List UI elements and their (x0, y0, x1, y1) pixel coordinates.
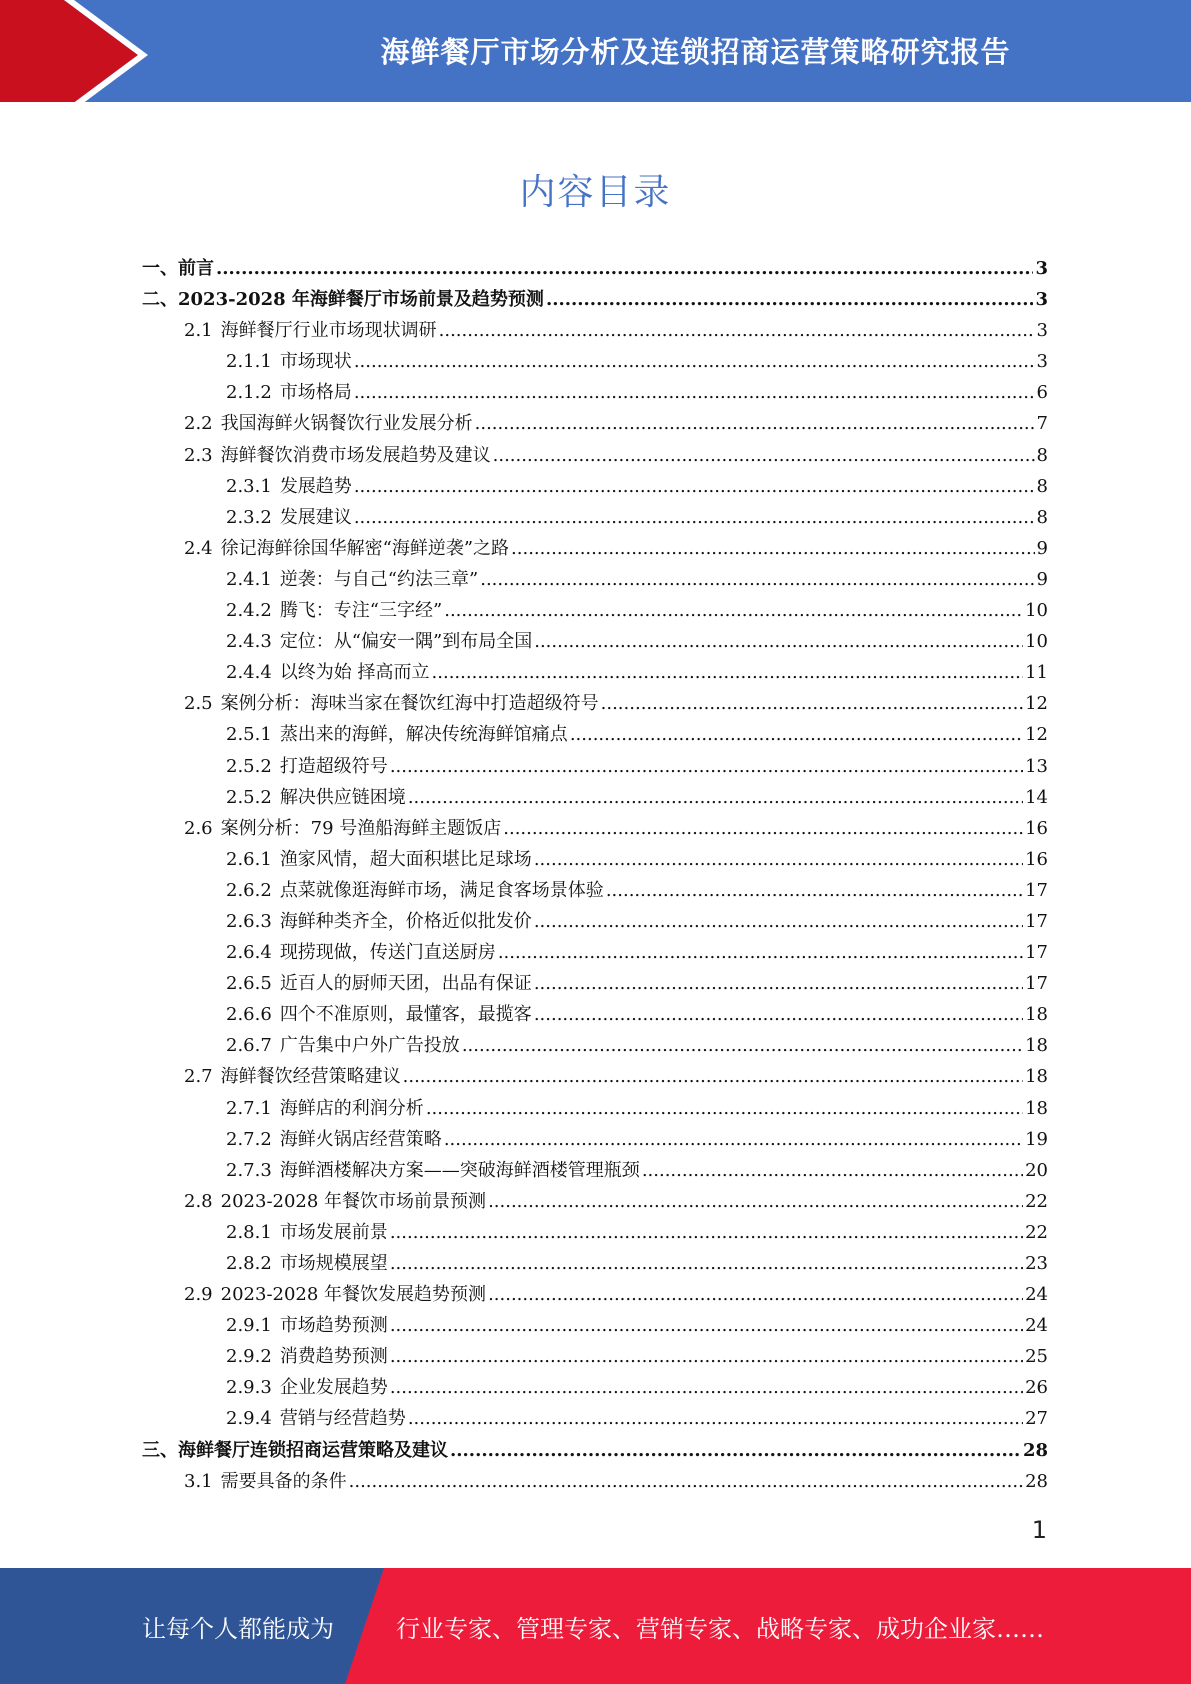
toc-entry-page: 17 (1025, 942, 1048, 964)
toc-dot-leader (390, 751, 1023, 782)
toc-entry-number: 2.2 (184, 413, 213, 435)
toc-entry-title: 前言 (178, 258, 214, 279)
toc-entry[interactable] (142, 346, 1048, 377)
toc-entry[interactable] (142, 906, 1048, 937)
toc-entry-title: 2023-2028 年餐饮发展趋势预测 (220, 1284, 487, 1306)
toc-dot-leader (480, 564, 1034, 595)
toc-entry-title: 解决供应链困境 (279, 786, 406, 808)
toc-entry-title: 海鲜种类齐全，价格近似批发价 (279, 910, 532, 932)
toc-entry-page: 12 (1025, 693, 1048, 715)
toc-entry-title: 市场规模展望 (279, 1253, 388, 1274)
toc-entry[interactable] (142, 1466, 1048, 1497)
toc-entry-page: 17 (1025, 910, 1048, 932)
toc-entry-title: 案例分析：海味当家在餐饮红海中打造超级符号 (220, 693, 599, 715)
toc-dot-leader (462, 1030, 1023, 1061)
toc-entry-number: 2.1.2 (226, 382, 272, 404)
toc-entry-title: 近百人的厨师天团，出品有保证 (279, 973, 532, 995)
toc-dot-leader (426, 1093, 1023, 1124)
page-footer (0, 1568, 1191, 1684)
toc-entry-number: 二、 (142, 289, 178, 311)
toc-entry-number: 2.7.3 (226, 1159, 272, 1181)
toc-entry-number: 2.9.4 (226, 1408, 272, 1430)
toc-entry[interactable] (142, 875, 1048, 906)
toc-entry-number: 2.4.3 (226, 631, 272, 653)
toc-entry[interactable] (142, 751, 1048, 782)
toc-entry-number: 2.1 (184, 320, 213, 342)
toc-entry[interactable] (142, 502, 1048, 533)
toc-entry-number: 2.5.2 (226, 755, 272, 777)
toc-entry-number: 2.9 (184, 1284, 213, 1306)
toc-entry-page: 8 (1036, 506, 1048, 528)
toc-entry[interactable] (142, 253, 1048, 284)
toc-entry-title: 2023-2028 年餐饮市场前景预测 (220, 1190, 487, 1212)
toc-entry-page: 26 (1025, 1377, 1048, 1399)
toc-entry-page: 12 (1025, 724, 1048, 746)
toc-entry-page: 24 (1025, 1284, 1048, 1306)
toc-entry-title: 发展趋势 (279, 475, 352, 497)
toc-entry-title: 海鲜餐厅连锁招商运营策略及建议 (178, 1439, 448, 1461)
page-number: 1 (1031, 1516, 1047, 1544)
toc-entry[interactable] (142, 1124, 1048, 1155)
toc-entry-title: 海鲜火锅店经营策略 (279, 1128, 442, 1150)
toc-entry[interactable] (142, 1435, 1048, 1466)
toc-entry-title: 渔家风情，超大面积堪比足球场 (279, 848, 532, 870)
toc-entry[interactable] (142, 1217, 1048, 1248)
toc-entry-title: 营销与经营趋势 (279, 1408, 406, 1430)
toc-entry-number: 2.5.1 (226, 724, 272, 746)
toc-entry-page: 28 (1025, 1470, 1048, 1492)
toc-entry-number: 三、 (142, 1439, 178, 1461)
toc-entry-title: 海鲜餐饮消费市场发展趋势及建议 (220, 444, 491, 466)
toc-entry-page: 18 (1025, 1097, 1048, 1119)
toc-entry-title: 海鲜餐厅行业市场现状调研 (220, 320, 437, 342)
toc-dot-leader (534, 626, 1023, 657)
toc-entry[interactable] (142, 595, 1048, 626)
toc-entry-page: 11 (1025, 662, 1048, 684)
toc-entry-title: 案例分析：79 号渔船海鲜主题饭店 (220, 817, 502, 839)
toc-dot-leader (534, 906, 1023, 937)
toc-entry-page: 3 (1036, 320, 1048, 342)
toc-entry[interactable] (142, 968, 1048, 999)
toc-entry-page: 6 (1036, 382, 1048, 404)
toc-dot-leader (534, 999, 1023, 1030)
toc-entry-number: 2.6 (184, 817, 213, 839)
toc-entry[interactable] (142, 688, 1048, 719)
toc-entry-number: 2.6.4 (226, 942, 272, 964)
toc-dot-leader (390, 1372, 1023, 1403)
toc-entry-page: 17 (1025, 879, 1048, 901)
toc-entry-page: 14 (1025, 786, 1048, 808)
toc-dot-leader (390, 1341, 1023, 1372)
toc-dot-leader (390, 1310, 1023, 1341)
toc-entry[interactable] (142, 626, 1048, 657)
toc-entry[interactable] (142, 1186, 1048, 1217)
toc-entry-number: 2.7 (184, 1066, 213, 1088)
toc-dot-leader (498, 937, 1023, 968)
toc-dot-leader (534, 844, 1023, 875)
toc-entry-page: 24 (1025, 1315, 1048, 1337)
toc-entry-number: 2.6.2 (226, 879, 272, 901)
toc-dot-leader (488, 1186, 1023, 1217)
toc-dot-leader (493, 440, 1035, 471)
toc-entry-title: 蒸出来的海鲜，解决传统海鲜馆痛点 (279, 724, 568, 746)
toc-entry[interactable] (142, 1061, 1048, 1092)
toc-entry-title: 消费趋势预测 (279, 1346, 388, 1368)
toc-entry-title: 我国海鲜火锅餐饮行业发展分析 (220, 413, 473, 435)
toc-entry[interactable] (142, 1310, 1048, 1341)
toc-entry-number: 2.3.1 (226, 475, 272, 497)
toc-entry[interactable] (142, 471, 1048, 502)
toc-entry-page: 22 (1025, 1221, 1048, 1243)
toc-entry[interactable] (142, 813, 1048, 844)
toc-entry-page: 9 (1036, 568, 1048, 590)
toc-entry-number: 2.8.2 (226, 1253, 272, 1274)
toc-entry-page: 20 (1025, 1159, 1048, 1181)
toc-dot-leader (403, 1061, 1023, 1092)
toc-entry[interactable] (142, 937, 1048, 968)
toc-dot-leader (511, 533, 1035, 564)
toc-entry-title: 打造超级符号 (279, 755, 388, 777)
toc-entry-title: 徐记海鲜徐国华解密“海鲜逆袭”之路 (220, 537, 510, 559)
toc-entry-number: 2.7.1 (226, 1097, 272, 1119)
toc-entry[interactable] (142, 1030, 1048, 1061)
toc-entry-page: 3 (1035, 289, 1048, 311)
toc-entry[interactable] (142, 1155, 1048, 1186)
toc-entry-page: 16 (1025, 848, 1048, 870)
toc-entry-page: 16 (1025, 817, 1048, 839)
toc-entry-title: 发展建议 (279, 506, 352, 528)
page-header (0, 0, 1191, 110)
toc-entry[interactable] (142, 564, 1048, 595)
toc-dot-leader (354, 346, 1035, 377)
toc-entry[interactable] (142, 999, 1048, 1030)
toc-entry-title: 点菜就像逛海鲜市场，满足食客场景体验 (279, 879, 604, 901)
toc-dot-leader (503, 813, 1023, 844)
toc-entry-title: 2023-2028 年海鲜餐厅市场前景及趋势预测 (178, 289, 544, 311)
toc-entry-number: 2.5 (184, 693, 213, 715)
toc-dot-leader (450, 1435, 1021, 1466)
toc-entry-page: 7 (1036, 413, 1048, 435)
toc-dot-leader (216, 253, 1033, 284)
toc-dot-leader (408, 1403, 1023, 1434)
toc-entry-title: 四个不准原则，最懂客，最揽客 (279, 1004, 532, 1026)
toc-entry-title: 现捞现做，传送门直送厨房 (279, 942, 496, 964)
toc-entry-title: 定位：从“偏安一隅”到布局全国 (279, 631, 533, 653)
toc-entry[interactable] (142, 782, 1048, 813)
toc-dot-leader (444, 595, 1023, 626)
toc-entry[interactable] (142, 440, 1048, 471)
toc-entry-number: 2.9.2 (226, 1346, 272, 1368)
toc-entry-page: 25 (1025, 1346, 1048, 1368)
toc-entry-title: 市场发展前景 (279, 1221, 388, 1243)
toc-entry-number: 2.1.1 (226, 351, 272, 373)
toc-entry-number: 2.9.3 (226, 1377, 272, 1399)
toc-dot-leader (354, 471, 1035, 502)
toc-dot-leader (444, 1124, 1023, 1155)
toc-entry-number: 2.6.6 (226, 1004, 272, 1026)
toc-entry-page: 18 (1025, 1004, 1048, 1026)
toc-dot-leader (475, 408, 1035, 439)
toc-entry[interactable] (142, 1341, 1048, 1372)
toc-entry-title: 逆袭：与自己“约法三章” (279, 568, 479, 590)
toc-entry-number: 2.4.2 (226, 600, 272, 622)
toc-entry-number: 2.8.1 (226, 1221, 272, 1243)
toc-dot-leader (488, 1279, 1023, 1310)
toc-entry-page: 3 (1035, 258, 1048, 279)
footer-roles: 行业专家、管理专家、营销专家、战略专家、成功企业家…… (396, 1614, 1044, 1643)
toc-dot-leader (390, 1217, 1023, 1248)
toc-entry[interactable] (142, 844, 1048, 875)
toc-entry[interactable] (142, 284, 1048, 315)
toc-entry-title: 企业发展趋势 (279, 1377, 388, 1399)
toc-entry-title: 广告集中户外广告投放 (279, 1035, 460, 1057)
toc-entry-title: 腾飞：专注“三字经” (279, 600, 443, 622)
toc-entry[interactable] (142, 315, 1048, 346)
toc-entry-page: 19 (1025, 1128, 1048, 1150)
toc-entry-page: 18 (1025, 1035, 1048, 1057)
toc-entry-page: 8 (1036, 475, 1048, 497)
toc-entry-number: 2.3.2 (226, 506, 272, 528)
toc-dot-leader (349, 1466, 1023, 1497)
toc-heading: 内容目录 (519, 172, 672, 213)
toc-entry-number: 3.1 (184, 1470, 213, 1492)
toc-dot-leader (408, 782, 1023, 813)
toc-entry-title: 海鲜酒楼解决方案——突破海鲜酒楼管理瓶颈 (279, 1159, 640, 1181)
toc-entry-number: 2.6.5 (226, 973, 272, 995)
report-title: 海鲜餐厅市场分析及连锁招商运营策略研究报告 (380, 34, 1011, 69)
toc-entry-number: 2.8 (184, 1190, 213, 1212)
toc-entry[interactable] (142, 1093, 1048, 1124)
footer-slogan: 让每个人都能成为 (142, 1614, 334, 1643)
toc-entry-page: 8 (1036, 444, 1048, 466)
toc-entry-number: 2.6.7 (226, 1035, 272, 1057)
toc-entry-page: 9 (1036, 537, 1048, 559)
toc-entry-number: 2.6.3 (226, 910, 272, 932)
toc-dot-leader (354, 377, 1035, 408)
toc-entry[interactable] (142, 377, 1048, 408)
toc-entry-page: 13 (1025, 755, 1048, 777)
toc-dot-leader (601, 688, 1023, 719)
toc-entry-page: 10 (1025, 631, 1048, 653)
toc-dot-leader (606, 875, 1023, 906)
toc-entry[interactable] (142, 657, 1048, 688)
toc-entry-title: 以终为始 择高而立 (279, 662, 430, 684)
toc-entry-title: 市场现状 (279, 351, 352, 373)
toc-entry-number: 2.3 (184, 444, 213, 466)
toc-entry-number: 2.6.1 (226, 848, 272, 870)
toc-dot-leader (432, 657, 1024, 688)
toc-dot-leader (570, 719, 1023, 750)
toc-dot-leader (390, 1248, 1023, 1279)
toc-entry-page: 18 (1025, 1066, 1048, 1088)
toc-entry[interactable] (142, 1372, 1048, 1403)
toc-entry-number: 2.4.4 (226, 662, 272, 684)
toc-entry[interactable] (142, 1279, 1048, 1310)
toc-entry-number: 2.4.1 (226, 568, 272, 590)
toc-dot-leader (642, 1155, 1023, 1186)
toc-entry-title: 需要具备的条件 (220, 1470, 347, 1492)
toc-entry-page: 3 (1036, 351, 1048, 373)
toc-entry[interactable] (142, 408, 1048, 439)
toc-dot-leader (439, 315, 1035, 346)
toc-entry-title: 海鲜餐饮经营策略建议 (220, 1066, 401, 1088)
toc-entry-number: 2.5.2 (226, 786, 272, 808)
toc-dot-leader (546, 284, 1034, 315)
toc-entry-page: 22 (1025, 1190, 1048, 1212)
toc-entry-number: 2.7.2 (226, 1128, 272, 1150)
toc-entry-title: 海鲜店的利润分析 (279, 1097, 424, 1119)
table-of-contents (142, 253, 1048, 1497)
toc-entry-page: 27 (1025, 1408, 1048, 1430)
toc-entry-number: 2.9.1 (226, 1315, 272, 1337)
toc-entry-number: 一、 (142, 258, 178, 279)
toc-entry[interactable] (142, 719, 1048, 750)
toc-entry-title: 市场趋势预测 (279, 1315, 388, 1337)
toc-entry[interactable] (142, 1248, 1048, 1279)
toc-dot-leader (354, 502, 1035, 533)
toc-entry-page: 23 (1025, 1253, 1048, 1274)
toc-entry-page: 10 (1025, 600, 1048, 622)
toc-entry-page: 17 (1025, 973, 1048, 995)
toc-dot-leader (534, 968, 1023, 999)
toc-entry-number: 2.4 (184, 537, 213, 559)
toc-entry[interactable] (142, 533, 1048, 564)
toc-entry-title: 市场格局 (279, 382, 352, 404)
toc-entry[interactable] (142, 1403, 1048, 1434)
toc-entry-page: 28 (1022, 1439, 1048, 1461)
